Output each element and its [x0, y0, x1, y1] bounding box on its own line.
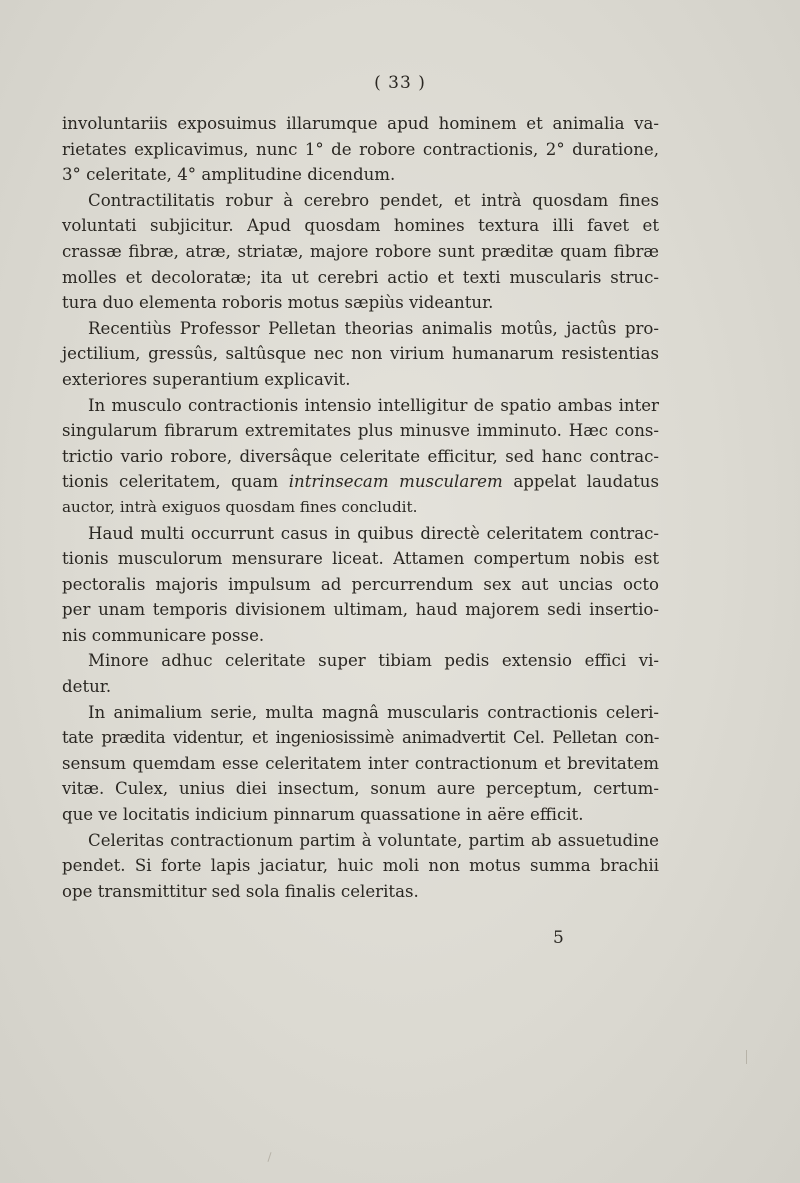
text-line: tura duo elementa roboris motus sæpiùs videantur.	[62, 293, 494, 313]
text-line: jectilium, gressûs, saltûsque nec non virium humanarum resistentias	[62, 344, 659, 364]
text-line: Celeritas contractionum partim à voluntate, partim ab assuetudine	[88, 830, 659, 850]
text-line: Haud multi occurrunt casus in quibus directè celeritatem contrac-	[88, 523, 659, 543]
text-line: per unam temporis divisionem ultimam, haud majorem sedi insertio-	[62, 600, 659, 620]
text-line: Recentiùs Professor Pelletan theorias animalis motûs, jactûs pro-	[88, 318, 659, 338]
text-line: vitæ. Culex, unius diei insectum, sonum aure perceptum, certum-	[62, 779, 659, 799]
text-line: In musculo contractionis intensio intelligitur de spatio ambas inter	[88, 395, 659, 415]
text-line: sensum quemdam esse celeritatem inter contractionum et brevitatem	[62, 753, 659, 773]
text-line: rietates explicavimus, nunc 1° de robore contractionis, 2° duratione,	[62, 139, 659, 159]
text-line: molles et decoloratæ; ita ut cerebri actio et texti muscularis struc-	[62, 267, 659, 287]
text-line: 3° celeritate, 4° amplitudine dicendum.	[62, 165, 396, 185]
body-text	[62, 111, 659, 904]
text-line: pendet. Si forte lapis jaciatur, huic moli non motus summa brachii	[62, 856, 659, 876]
text-line: ope transmittitur sed sola finalis celeritas.	[62, 881, 419, 901]
page-number: ( 33 )	[374, 73, 426, 93]
paragraph-7	[62, 700, 659, 828]
text-line: auctor, intrà exiguos quosdam fines concludit.	[62, 497, 418, 516]
text-line: detur.	[62, 677, 112, 697]
paper-speck	[267, 1152, 271, 1162]
paragraph-3	[62, 316, 659, 393]
italic-term: intrinsecam muscularem	[288, 472, 503, 492]
text-line: exteriores superantium explicavit.	[62, 369, 351, 389]
text-line-with-italic	[62, 469, 659, 495]
text-line: crassæ fibræ, atræ, striatæ, majore robore sunt præditæ quam fibræ	[62, 241, 659, 261]
paragraph-2	[62, 188, 659, 316]
text-line: nis communicare posse.	[62, 625, 265, 645]
text-line: tionis musculorum mensurare liceat. Attamen compertum nobis est	[62, 549, 659, 569]
text-line: singularum fibrarum extremitates plus minusve imminuto. Hæc cons-	[62, 421, 659, 441]
text-line: voluntati subjicitur. Apud quosdam homines textura illi favet et	[62, 216, 659, 236]
paragraph-6	[62, 648, 659, 699]
text-line: Contractilitatis robur à cerebro pendet, et intrà quosdam fines	[88, 190, 659, 210]
paragraph-4	[62, 393, 659, 521]
paragraph-8	[62, 828, 659, 905]
signature-mark: 5	[553, 928, 564, 948]
text-run: tionis celeritatem, quam	[62, 472, 289, 492]
text-run: appelat laudatus	[502, 472, 659, 492]
text-line: tate prædita videntur, et ingeniosissimè animadvertit Cel. Pelletan con-	[62, 728, 659, 748]
text-line: In animalium serie, multa magnâ muscularis contractionis celeri-	[88, 702, 659, 722]
paper-speck	[746, 1050, 747, 1064]
text-line: que ve locitatis indicium pinnarum quassatione in aëre efficit.	[62, 805, 584, 825]
text-line: trictio vario robore, diversâque celeritate efficitur, sed hanc contrac-	[62, 446, 659, 466]
paragraph-1	[62, 111, 659, 188]
paragraph-5	[62, 521, 659, 649]
text-line: Minore adhuc celeritate super tibiam pedis extensio effici vi-	[88, 651, 659, 671]
text-line: involuntariis exposuimus illarumque apud hominem et animalia va-	[62, 114, 659, 133]
text-line: pectoralis majoris impulsum ad percurrendum sex aut uncias octo	[62, 574, 659, 594]
